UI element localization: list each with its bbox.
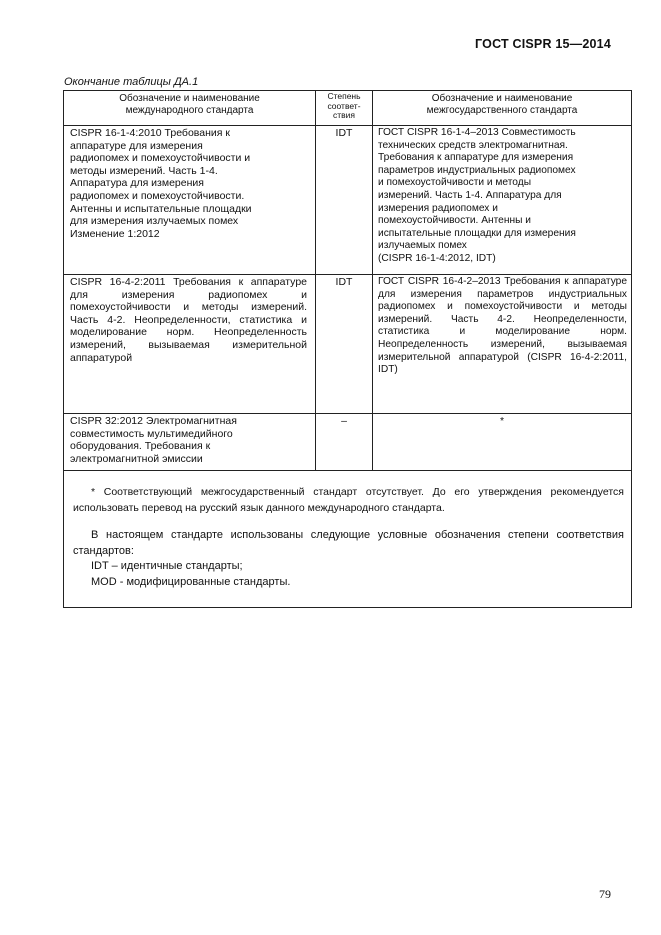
footnote-text: * Соответствующий межгосударственный стандарт отсутствует. До его утверждения рекомендуется использовать перевод на русский язык данного международного стандарта. [73,486,624,514]
table-row [64,275,632,414]
table-caption: Окончание таблицы ДА.1 [64,76,199,88]
column-header-interstate: Обозначение и наименование межгосударственного стандарта [373,91,632,126]
cell-degree: IDT [316,275,373,414]
notes-intro: В настоящем стандарте использованы следующие условные обозначения степени соответствия стандартов: [73,529,624,557]
standards-correspondence-table [63,90,632,608]
note-mod-definition: MOD - модифицированные стандарты. [91,575,291,588]
table-notes-row [64,471,632,608]
cell-international-standard: CISPR 32:2012 Электромагнитная совместимость мультимедийного оборудования. Требования к электромагнитной эмиссии [64,414,316,471]
cell-degree: – [316,414,373,471]
cell-interstate-standard: ГОСТ CISPR 16-1-4–2013 Совместимость технических средств электромагнитная. Требования к аппаратуре для измерения параметров индустриальных радиопомех и помехоустойчивости и методы измерений. Часть 1-4. Аппаратура для измерения радиопомех и помехоустойчивости. Антенны и испытательные площадки для измерения излучаемых помех (CISPR 16-1-4:2012, IDT) [373,126,632,275]
column-header-degree: Степень соответ- ствия [316,91,373,126]
cell-international-standard: CISPR 16-1-4:2010 Требования к аппаратуре для измерения радиопомех и помехоустойчивости и методы измерений. Часть 1-4. Аппаратура для измерения радиопомех и помехоустойчивости. Антенны и испытательные площадки для измерения излучаемых помех Изменение 1:2012 [64,126,316,275]
page-number: 79 [599,887,611,901]
cell-international-standard: CISPR 16-4-2:2011 Требования к аппаратуре для измерения радиопомех и помехоустойчивости и методы измерений. Часть 4-2. Неопределенности, статистика и моделирование норм. Неопределенность измерений, вызываемая измерительной аппаратурой [64,275,316,414]
cell-interstate-standard: ГОСТ CISPR 16-4-2–2013 Требования к аппаратуре для измерения параметров индустриальных радиопомех и помехоустойчивости и методы измерений. Часть 4-2. Неопределенности, статистика и моделирование норм. Неопределенность измерений, вызываемая измерительной аппаратурой (CISPR 16-4-2:2011, IDT) [373,275,632,414]
cell-interstate-standard: * [373,414,632,471]
table-header-row [64,91,632,126]
cell-degree: IDT [316,126,373,275]
notes-cell [64,471,632,608]
note-idt-definition: IDT – идентичные стандарты; [91,560,243,572]
table-row [64,414,632,471]
column-header-international: Обозначение и наименование международного стандарта [64,91,316,126]
document-header-title: ГОСТ CISPR 15—2014 [475,37,611,51]
table-row [64,126,632,275]
